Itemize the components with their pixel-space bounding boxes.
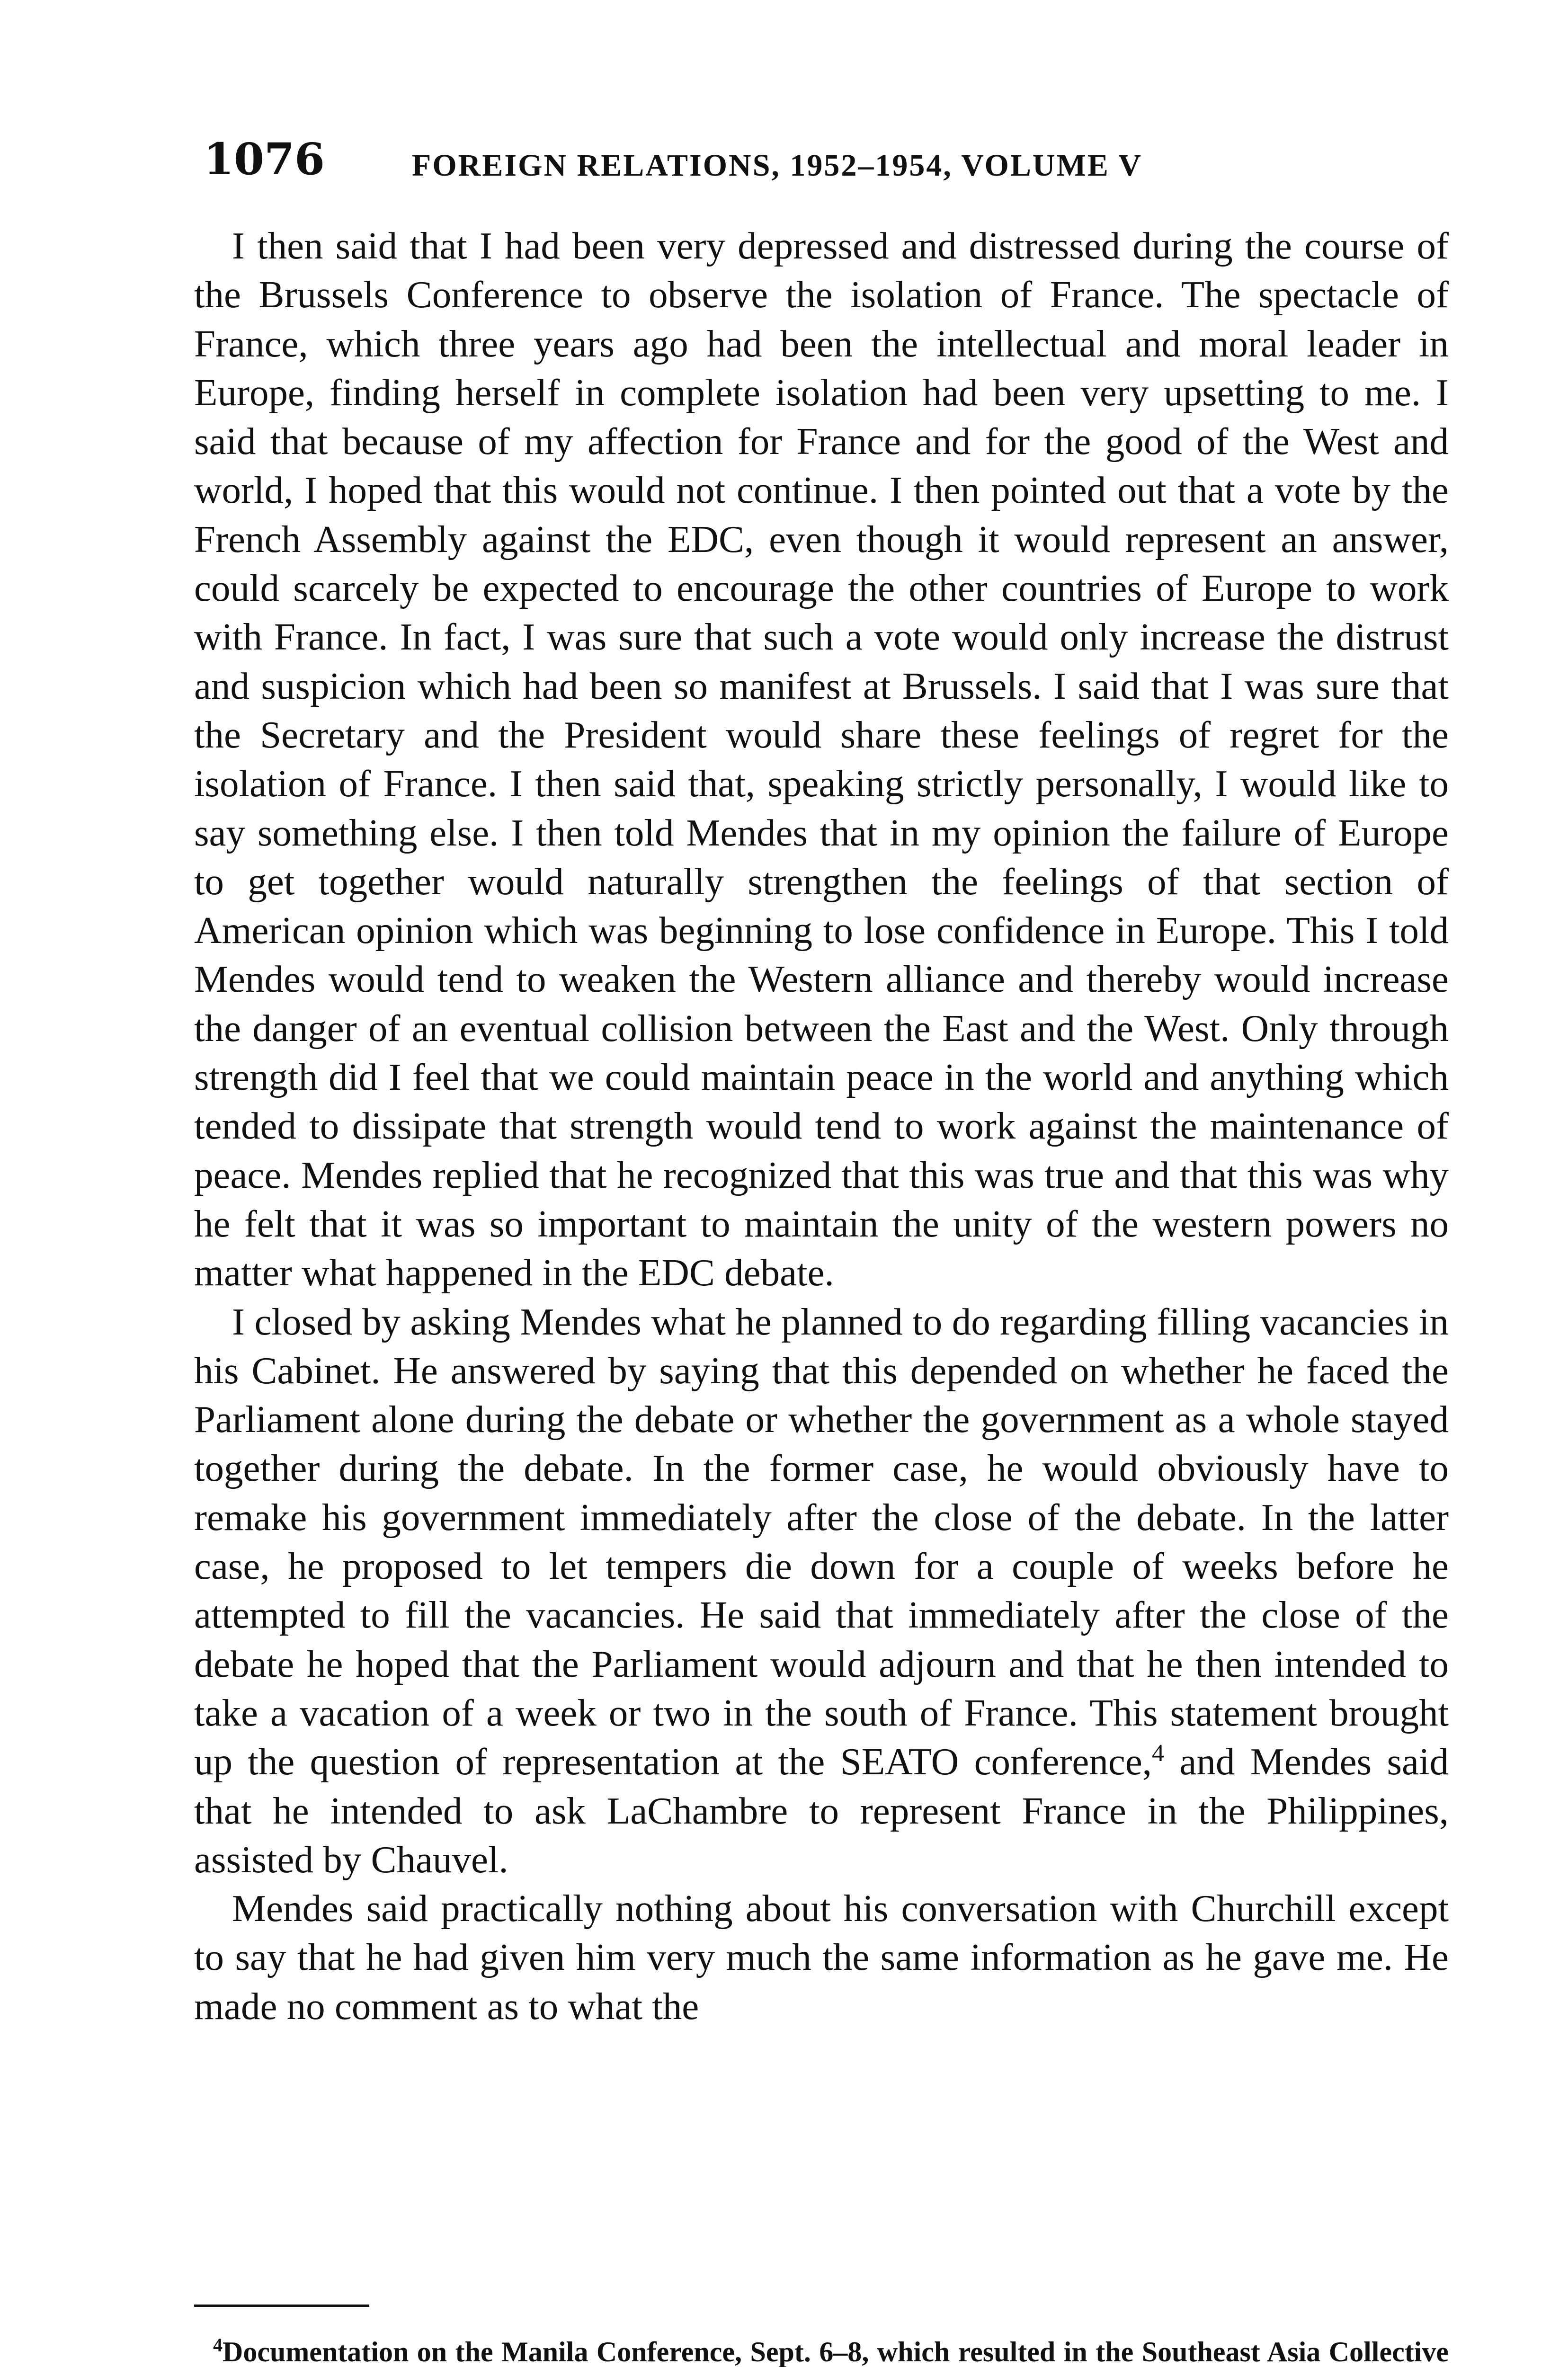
paragraph-2-text: I closed by asking Mendes what he planned to do regarding filling vacancies in his Cabinet. He answered by saying that this depended on whether he faced the Parliament alone during the debate or whether the government as a whole stayed together during the debate. In the former case, he would obviously have to remake his government immediately after the close of the debate. In the latter case, he proposed to let tempers die down for a couple of weeks before he attempted to fill the vacancies. He said that immediately after the close of the debate he hoped that the Parliament would adjourn and that he then intended to take a vacation of a week or two in the south of France. This statement brought up the question of representation at the SEATO conference, [194, 1300, 1449, 1783]
paragraph-2-continuation: and Mendes said that he intended to ask LaChambre to represent France in the Philippines, assisted by Chauvel. [194, 1740, 1449, 1881]
paragraph-3: Mendes said practically nothing about his conversation with Churchill except to say that he had given him very much the same information as he gave me. He made no comment as to what the [194, 1887, 1449, 2028]
footnote-marker: 4 [213, 2334, 223, 2356]
running-title: FOREIGN RELATIONS, 1952–1954, VOLUME V [412, 148, 1142, 183]
paragraph-2 [194, 1298, 1449, 1885]
footnote-divider [194, 2305, 369, 2307]
body-text [194, 222, 1449, 2031]
running-head [204, 133, 1444, 190]
footnote [194, 2336, 1449, 2367]
footnote-reference: 4 [1152, 1740, 1165, 1767]
paragraph-1: I then said that I had been very depressed and distressed during the course of the Brussels Conference to observe the isolation of France. The spectacle of France, which three years ago had been the intellectual and moral leader in Europe, finding herself in complete isolation had been very upsetting to me. I said that because of my affection for France and for the good of the West and world, I hoped that this would not continue. I then pointed out that a vote by the French Assembly against the EDC, even though it would represent an answer, could scarcely be expected to encourage the other countries of Europe to work with France. In fact, I was sure that such a vote would only increase the distrust and suspicion which had been so manifest at Brussels. I said that I was sure that the Secretary and the President would share these feelings of regret for the isolation of France. I then said that, speaking strictly personally, I would like to say something else. I then told Mendes that in my opinion the failure of Europe to get together would naturally strengthen the feelings of that section of American opinion which was beginning to lose confidence in Europe. This I told Mendes would tend to weaken the Western alliance and thereby would increase the danger of an eventual collision between the East and the West. Only through strength did I feel that we could maintain peace in the world and anything which tended to dissipate that strength would tend to work against the maintenance of peace. Mendes replied that he recognized that this was true and that this was why he felt that it was so important to maintain the unity of the western powers no matter what happened in the EDC debate. [194, 224, 1449, 1294]
page-number: 1076 [204, 133, 325, 185]
footnote-text: Documentation on the Manila Conference, Sept. 6–8, which resulted in the Southeast Asia Collective [223, 2336, 1449, 2367]
